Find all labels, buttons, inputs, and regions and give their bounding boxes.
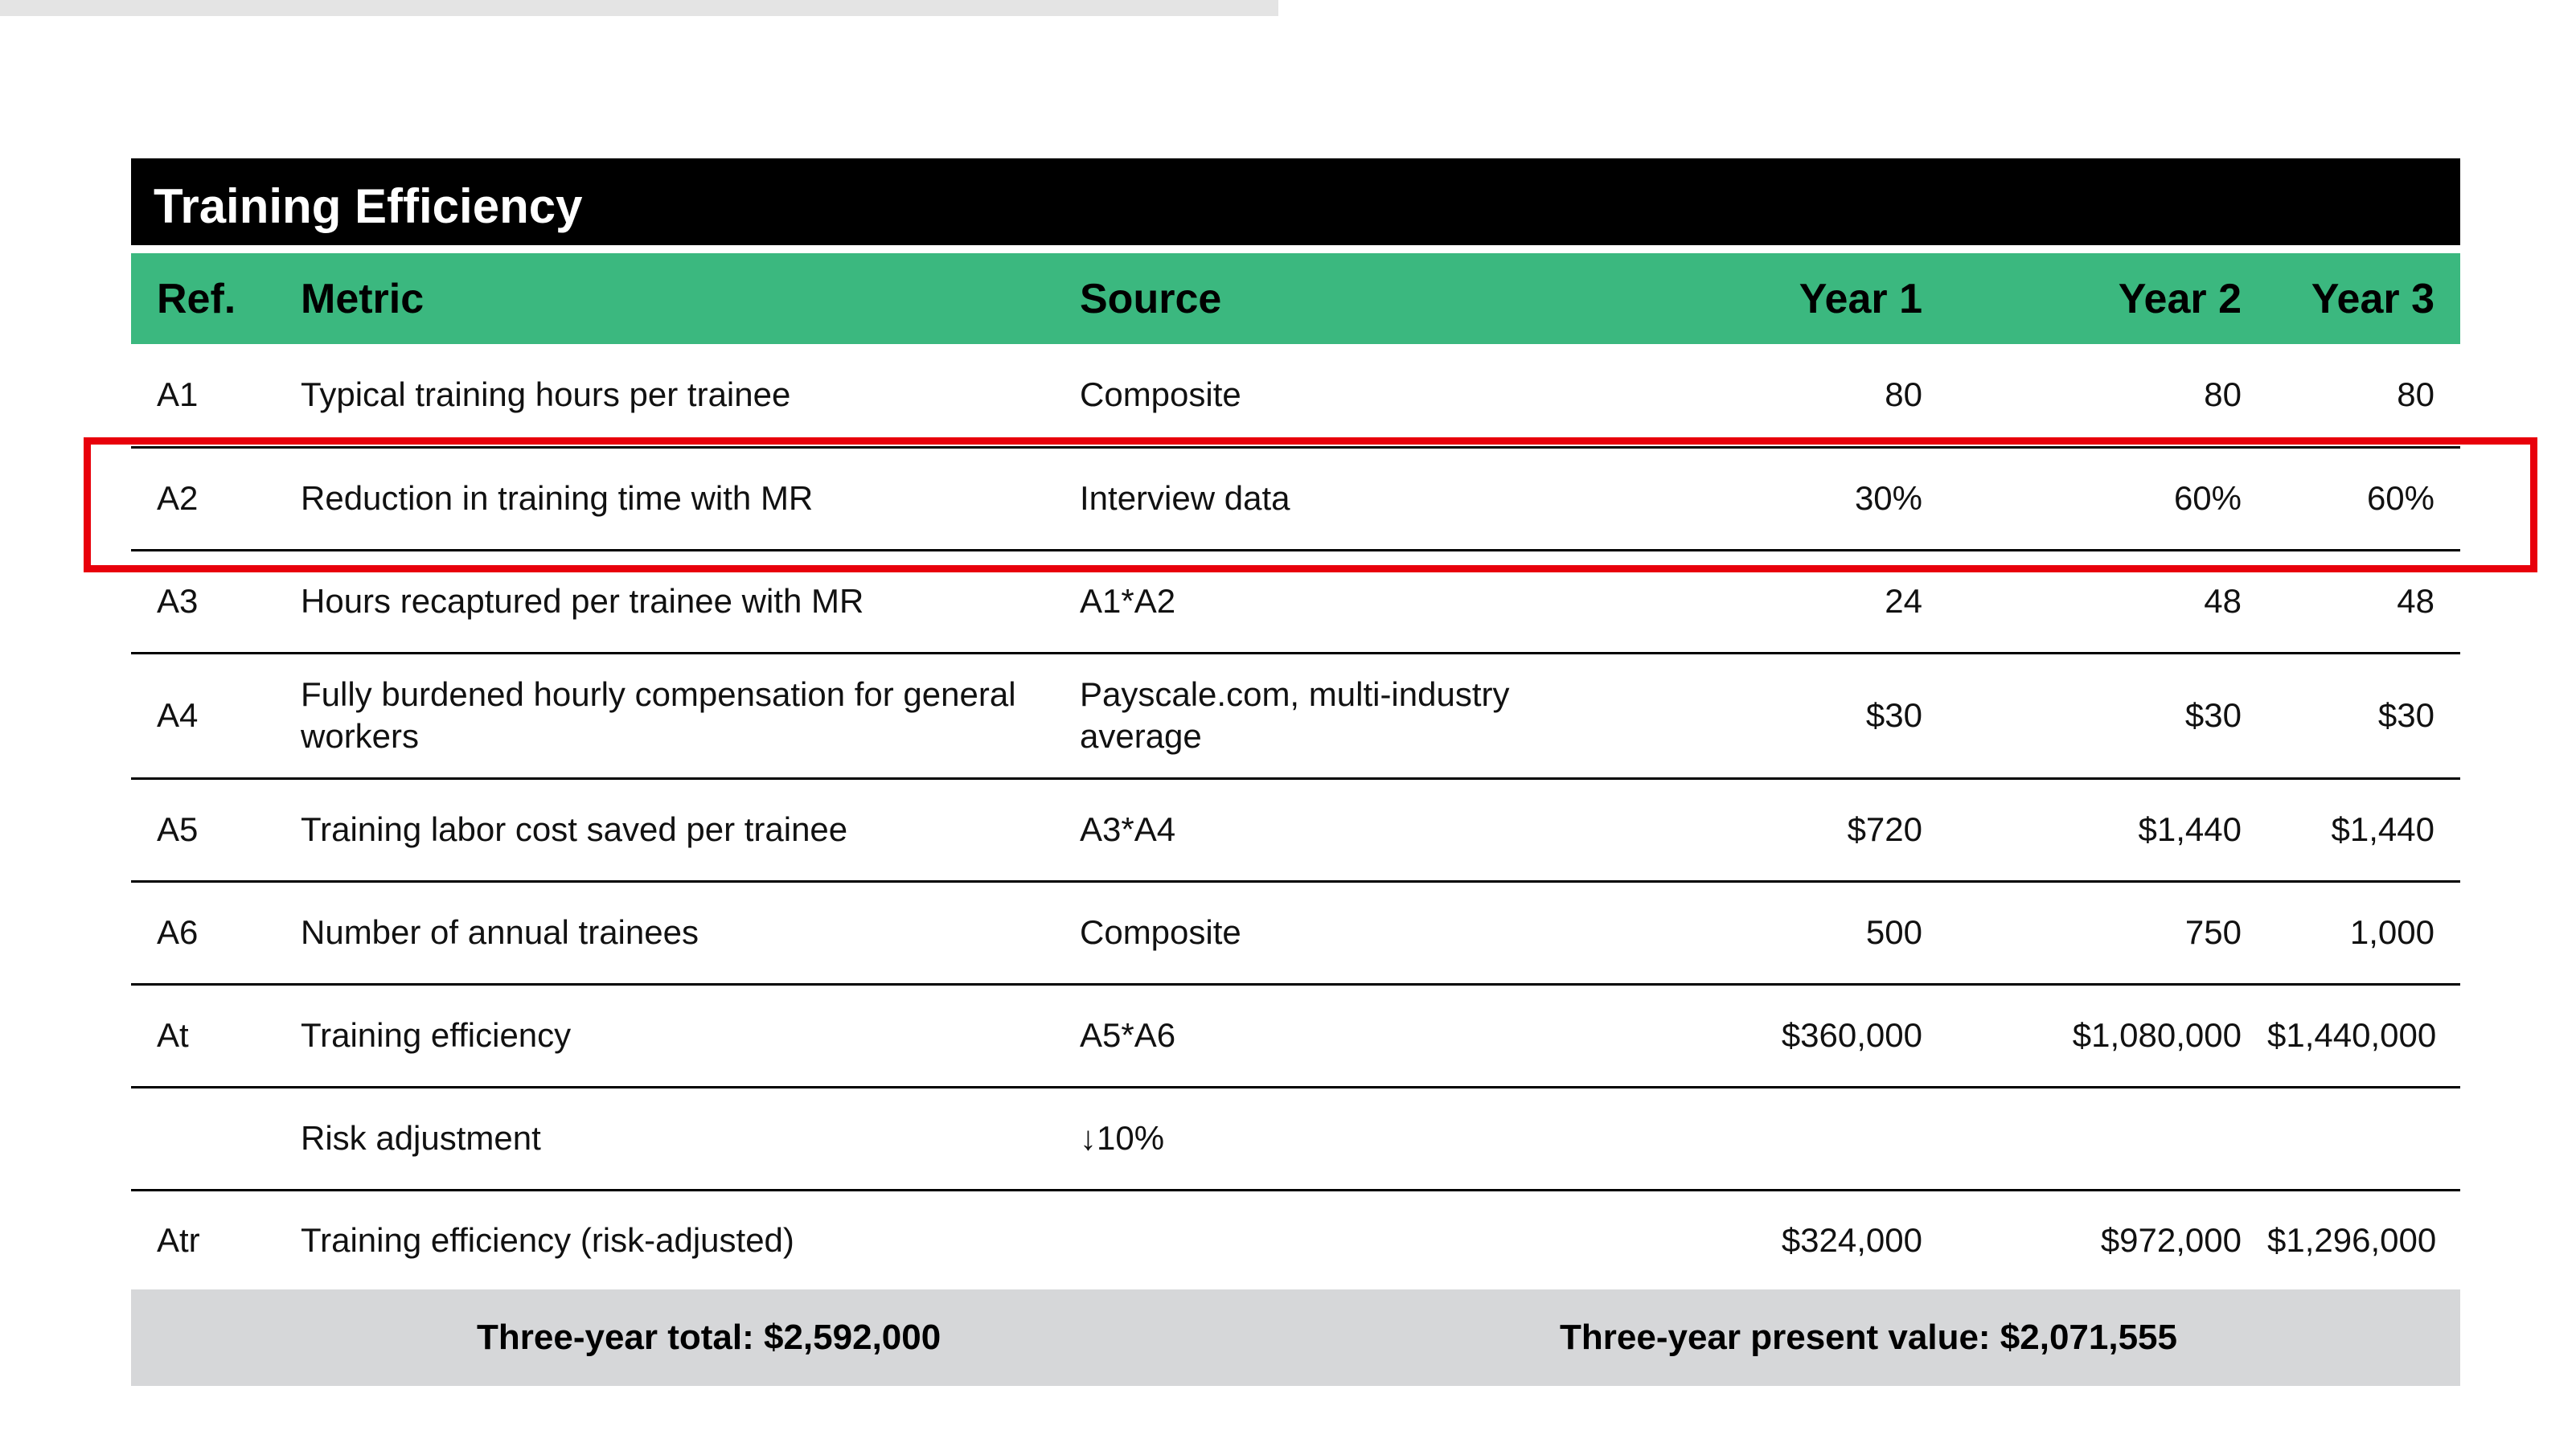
cell-year-3: 1,000 [2267, 881, 2460, 984]
header-year-1: Year 1 [1587, 249, 1948, 344]
cell-ref: A6 [131, 881, 275, 984]
cell-metric: Hours recaptured per trainee with MR [275, 550, 1054, 653]
three-year-total: Three-year total: $2,592,000 [477, 1318, 941, 1357]
three-year-present-value: Three-year present value: $2,071,555 [1560, 1318, 2178, 1357]
header-row [131, 249, 2460, 344]
table-row [131, 778, 2460, 881]
table-row [131, 550, 2460, 653]
cell-source: Composite [1054, 881, 1587, 984]
cell-metric: Typical training hours per trainee [275, 344, 1054, 447]
cell-metric: Fully burdened hourly compensation for general workers [275, 653, 1054, 778]
cell-ref: At [131, 984, 275, 1087]
cell-year-1: 30% [1587, 447, 1948, 550]
cell-year-1: $720 [1587, 778, 1948, 881]
table-footer [131, 1289, 2460, 1386]
cell-year-3: 48 [2267, 550, 2460, 653]
cell-year-2: $1,440 [1948, 778, 2267, 881]
table-title: Training Efficiency [131, 158, 2460, 245]
cell-year-2 [1948, 1087, 2267, 1190]
cell-year-1: $30 [1587, 653, 1948, 778]
cell-metric: Number of annual trainees [275, 881, 1054, 984]
cell-year-2: 48 [1948, 550, 2267, 653]
cell-metric: Training efficiency (risk-adjusted) [301, 1220, 794, 1259]
cell-year-1: $360,000 [1587, 984, 1948, 1087]
table-row [131, 984, 2460, 1087]
cell-year-3: $1,440,000 [2267, 984, 2460, 1087]
header-ref: Ref. [131, 249, 275, 344]
cell-source: Payscale.com, multi-industry average [1054, 653, 1587, 778]
header-year-2: Year 2 [1948, 249, 2267, 344]
cell-year-2: $972,000 [2100, 1220, 2242, 1259]
cell-metric: Reduction in training time with MR [275, 447, 1054, 550]
cell-year-2: 750 [1948, 881, 2267, 984]
cell-source: A1*A2 [1054, 550, 1587, 653]
header-source: Source [1054, 249, 1587, 344]
cell-ref: A1 [131, 344, 275, 447]
cell-year-3 [2267, 1087, 2460, 1190]
cell-year-2: $30 [1948, 653, 2267, 778]
cell-metric: Training efficiency [275, 984, 1054, 1087]
top-divider-bar [0, 0, 1278, 16]
training-efficiency-table [131, 158, 2460, 1386]
cell-source: ↓10% [1054, 1087, 1587, 1190]
cell-year-3: $30 [2267, 653, 2460, 778]
cell-source: A5*A6 [1054, 984, 1587, 1087]
cell-year-3: 60% [2267, 447, 2460, 550]
table-row [131, 1087, 2460, 1190]
cell-metric: Training labor cost saved per trainee [275, 778, 1054, 881]
cell-source: Interview data [1054, 447, 1587, 550]
cell-year-3: $1,440 [2267, 778, 2460, 881]
cell-ref [131, 1087, 275, 1190]
cell-year-1: 500 [1587, 881, 1948, 984]
metrics-table [131, 245, 2460, 1289]
table-row [131, 344, 2460, 447]
cell-year-3: 80 [2267, 344, 2460, 447]
cell-ref: A5 [131, 778, 275, 881]
table-row [131, 447, 2460, 550]
cell-year-1: 24 [1587, 550, 1948, 653]
cell-source: A3*A4 [1054, 778, 1587, 881]
cell-year-3: $1,296,000 [2267, 1220, 2437, 1259]
cell-year-1 [1587, 1087, 1948, 1190]
header-metric: Metric [275, 249, 1054, 344]
cell-ref: A4 [131, 653, 275, 778]
cell-year-2: 60% [1948, 447, 2267, 550]
table-row [131, 1190, 2460, 1289]
cell-ref: Atr [157, 1220, 200, 1259]
cell-source [1054, 1190, 1587, 1289]
cell-ref: A3 [131, 550, 275, 653]
header-year-3: Year 3 [2267, 249, 2460, 344]
cell-ref: A2 [131, 447, 275, 550]
table-row [131, 653, 2460, 778]
table-row [131, 881, 2460, 984]
cell-source: Composite [1054, 344, 1587, 447]
cell-year-2: $1,080,000 [1948, 984, 2267, 1087]
cell-metric: Risk adjustment [275, 1087, 1054, 1190]
cell-year-1: 80 [1587, 344, 1948, 447]
cell-year-1: $324,000 [1781, 1220, 1922, 1259]
cell-year-2: 80 [1948, 344, 2267, 447]
